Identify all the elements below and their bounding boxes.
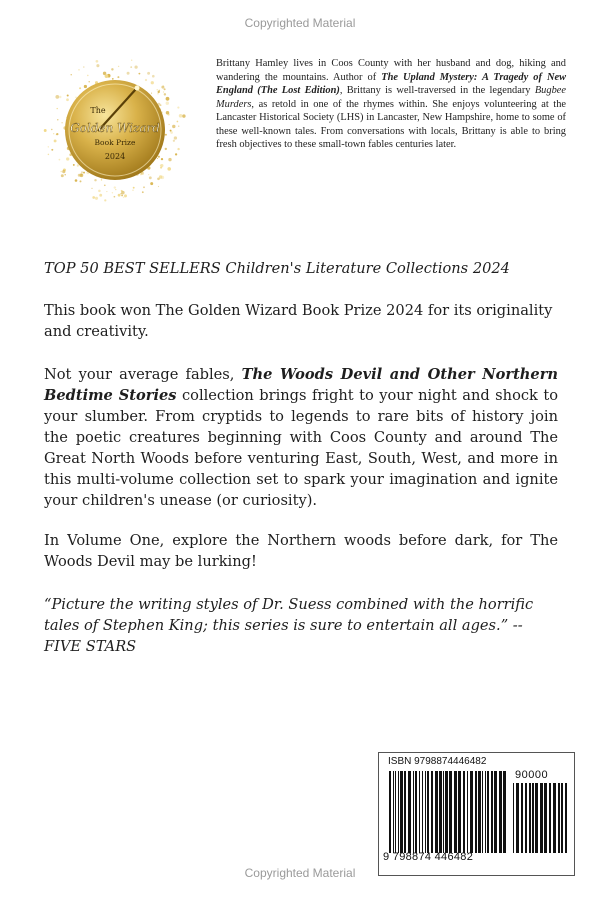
bio-book-title-1: The Upland Mystery: A Tragedy of New England (The Lost Edition) <box>216 71 567 96</box>
supplement-barcode-bars <box>513 783 567 853</box>
volume-paragraph: In Volume One, explore the Northern woods before dark, for The Woods Devil may be lurking! <box>44 532 558 570</box>
review-quote: “Picture the writing styles of Dr. Suess combined with the horrific tales of Stephen King; this series is sure to entertain all ages.” -- FIVE STARS <box>44 596 534 655</box>
description-rest: collection brings fright to your night and shock to your slumber. From cryptids to legends to rare bits of history join the poetic creatures beginning with Coos County and around The Great North Woods before venturing East, South, West, and more in this multi-volume collection set to spark your imagination and ignite your children's unease (or curiosity). <box>44 387 559 509</box>
bestseller-tagline: TOP 50 BEST SELLERS Children's Literature Collections 2024 <box>44 260 510 277</box>
series-title: The Woods Devil and Other Northern Bedtime Stories <box>44 366 559 404</box>
badge-line1: The <box>90 106 106 115</box>
isbn-label: ISBN 9798874446482 <box>388 756 487 767</box>
badge-year: 2024 <box>104 152 126 161</box>
price-code: 90000 <box>515 769 549 781</box>
description-intro: Not your average fables, <box>44 366 242 383</box>
watermark-bottom: Copyrighted Material <box>244 866 356 880</box>
bio-text-3: , as retold in one of the rhymes within. She enjoys volunteering at the Lancaster Historical Society (LHS) in Lancaster, New Hampshire, home to some of these well-known tales. From conversations with locals, Brittany is able to bring fresh objectives to these small-town fables centuries later. <box>216 98 566 150</box>
award-paragraph: This book won The Golden Wizard Book Prize 2024 for its originality and creativity. <box>44 302 553 340</box>
description-paragraph <box>44 364 558 511</box>
badge-line3: Book Prize <box>94 138 136 147</box>
author-bio <box>216 57 566 152</box>
isbn-barcode <box>378 752 575 876</box>
golden-wizard-award-badge <box>40 55 190 205</box>
barcode-digits: 9 798874 446482 <box>383 851 474 863</box>
bio-text-2: , Brittany is well-traversed in the legendary <box>339 85 535 96</box>
bio-text-1: Brittany Hamley lives in Coos County with her husband and dog, hiking and wandering the mountains. Author of <box>216 58 566 83</box>
bio-book-title-2: Bugbee Murders <box>216 85 566 110</box>
watermark-top: Copyrighted Material <box>244 16 356 30</box>
badge-line2: Golden Wizard <box>70 121 160 135</box>
ean-barcode-bars <box>389 771 507 853</box>
